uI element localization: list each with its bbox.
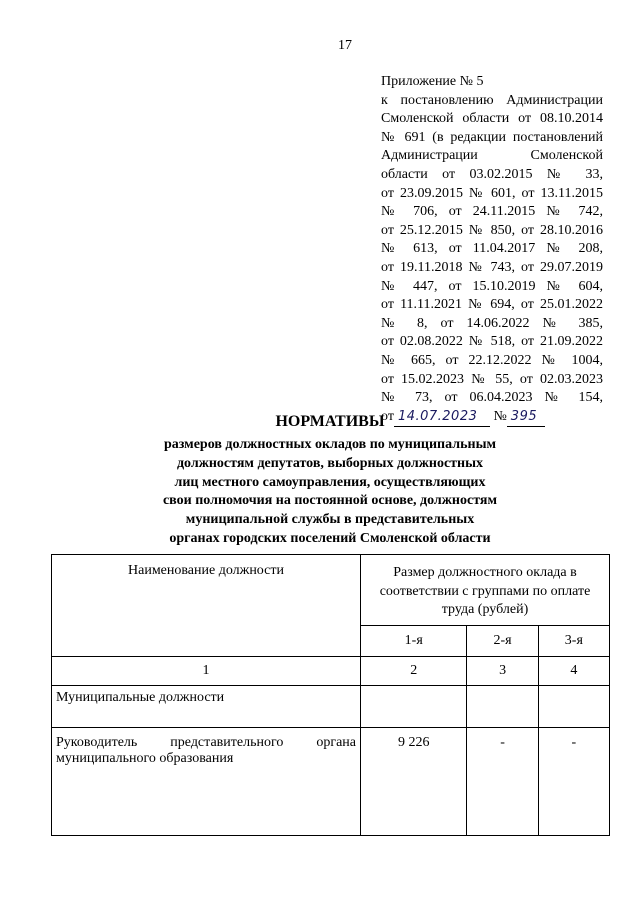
position-name [52, 728, 361, 836]
appendix-line: № 613, от 11.04.2017 № 208, [381, 241, 603, 257]
appendix-line: № 691 (в редакции постановлений [381, 129, 603, 145]
position-name: Муниципальные должности [52, 686, 361, 728]
title-line: свои полномочия на постоянной основе, должностям [162, 493, 498, 509]
position-name-line: Руководитель представительного органа [56, 735, 356, 750]
salary-cell: - [538, 728, 609, 836]
table-header-row [52, 555, 610, 626]
salary-cell [467, 686, 538, 728]
column-number: 3 [467, 657, 538, 686]
number-sign: № [493, 408, 507, 424]
page-number: 17 [338, 38, 352, 53]
appendix-line: от 25.12.2015 № 850, от 28.10.2016 [381, 222, 603, 238]
appendix-block [381, 73, 603, 427]
handwritten-date: 14.07.2023 [394, 408, 490, 428]
appendix-prefix: от [381, 408, 394, 424]
title-line: лиц местного самоуправления, осуществляющих [174, 474, 486, 490]
group-header: 2-я [467, 626, 538, 657]
column-number: 1 [52, 657, 361, 686]
appendix-line: области от 03.02.2015 № 33, [381, 166, 603, 182]
salary-cell: 9 226 [361, 728, 467, 836]
header-position-name: Наименование должности [52, 555, 361, 657]
appendix-line: № 447, от 15.10.2019 № 604, [381, 278, 603, 294]
table-row [52, 686, 610, 728]
title-main: НОРМАТИВЫ [275, 413, 385, 430]
document-title [110, 413, 550, 549]
appendix-line: Администрации Смоленской [381, 148, 603, 164]
salary-cell [538, 686, 609, 728]
title-line: должностям депутатов, выборных должностных [176, 455, 484, 471]
table-row [52, 728, 610, 836]
appendix-line: № 73, от 06.04.2023 № 154, [381, 390, 603, 406]
appendix-line: № 665, от 22.12.2022 № 1004, [381, 352, 603, 368]
title-line: муниципальной службы в представительных [185, 512, 475, 528]
title-line: органах городских поселений Смоленской области [169, 530, 491, 546]
appendix-line: от 02.08.2022 № 518, от 21.09.2022 [381, 334, 603, 350]
position-name-line: муниципального образования [56, 751, 234, 766]
appendix-line: № 706, от 24.11.2015 № 742, [381, 204, 603, 220]
column-number: 2 [361, 657, 467, 686]
appendix-line: от 11.11.2021 № 694, от 25.01.2022 [381, 297, 603, 313]
header-salary-size: Размер должностного оклада в соответствии с группами по оплате труда (рублей) [361, 555, 610, 626]
appendix-line: № 8, от 14.06.2022 № 385, [381, 315, 603, 331]
salary-cell [361, 686, 467, 728]
appendix-line: Смоленской области от 08.10.2014 [381, 111, 603, 127]
group-header: 1-я [361, 626, 467, 657]
appendix-line: от 19.11.2018 № 743, от 29.07.2019 [381, 259, 603, 275]
appendix-line: к постановлению Администрации [381, 92, 603, 108]
salary-cell: - [467, 728, 538, 836]
handwritten-number: 395 [507, 408, 545, 428]
salary-norms-table [51, 554, 610, 836]
appendix-line: от 15.02.2023 № 55, от 02.03.2023 [381, 371, 603, 387]
appendix-title: Приложение № 5 [381, 74, 484, 89]
table-number-row [52, 657, 610, 686]
title-line: размеров должностных окладов по муниципальным [163, 437, 497, 452]
column-number: 4 [538, 657, 609, 686]
appendix-line: от 23.09.2015 № 601, от 13.11.2015 [381, 185, 603, 201]
group-header: 3-я [538, 626, 609, 657]
